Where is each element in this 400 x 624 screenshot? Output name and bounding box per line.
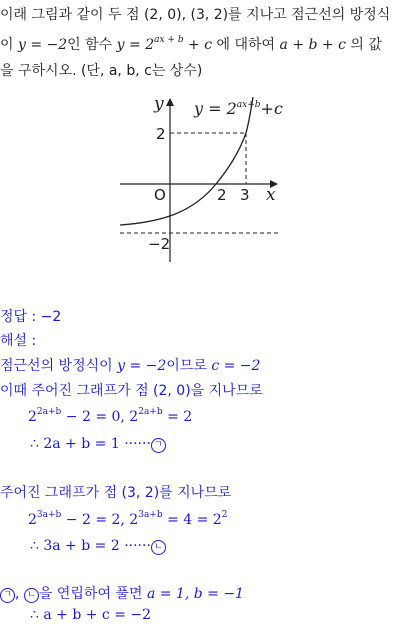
- y-axis-arrow: [166, 98, 174, 106]
- y-axis-label: y: [154, 94, 164, 114]
- origin-label: O: [154, 186, 166, 204]
- target-expression: a + b + c: [279, 37, 346, 53]
- circled-mark-1: ㄱ: [151, 438, 166, 453]
- step4-text: 을 연립하여 풀면: [38, 586, 147, 602]
- problem-text-2a: 이: [0, 37, 18, 53]
- problem-text-2f: 에 대하여: [212, 37, 280, 53]
- equation-4: [30, 537, 166, 555]
- eq3-exp-a: 3a+b: [36, 510, 62, 520]
- step3-text: 주어진 그래프가 점 (3, 2)를 지나므로: [0, 485, 232, 501]
- tick-label-x-2: 2: [217, 186, 227, 204]
- answer-text: 정답 : −2: [0, 309, 62, 325]
- x-axis-label: x: [266, 185, 276, 205]
- equation-2: [30, 435, 166, 453]
- step4-values: a = 1, b = −1: [146, 586, 244, 602]
- solution-step-4: [0, 585, 244, 603]
- problem-text-1: 이래 그림과 같이 두 점 (2, 0), (3, 2)를 지나고 점근선의 방정식: [0, 7, 391, 23]
- function-constant: + c: [183, 37, 213, 53]
- eq4-text: ∴ 3a + b = 2 ······: [30, 538, 151, 554]
- solution-heading-text: 해설 :: [0, 333, 37, 349]
- eq1-exp-a: 2a+b: [36, 407, 62, 417]
- equation-1: [28, 408, 192, 426]
- eq3-mid: − 2 = 2, 2: [61, 512, 139, 528]
- function-base: y = 2: [116, 37, 155, 53]
- problem-text-2c: 인 함수: [67, 37, 117, 53]
- eq3-exp-c: 2: [221, 510, 228, 520]
- eq1-base-a: 2: [28, 409, 37, 425]
- final-equation: [30, 606, 151, 624]
- eq3-exp-b: 3a+b: [138, 510, 163, 520]
- problem-text-2h: 의 값: [345, 37, 382, 53]
- solution-step-1: [0, 357, 260, 375]
- eq2-text: ∴ 2a + b = 1 ······: [30, 436, 151, 452]
- final-result: ∴ a + b + c = −2: [30, 607, 152, 623]
- circled-mark-1-ref: ㄱ: [0, 588, 15, 603]
- problem-line-1: [0, 6, 390, 24]
- step1-asymptote: y = −2: [117, 358, 167, 374]
- equation-3: [28, 511, 227, 529]
- problem-line-3: [0, 62, 202, 80]
- problem-text-3: 을 구하시오. (단, a, b, c는 상수): [0, 63, 203, 79]
- step2-text: 이때 주어진 그래프가 점 (2, 0)을 지나므로: [0, 383, 263, 399]
- eq1-end: = 2: [162, 409, 193, 425]
- exponential-graph: [108, 92, 288, 267]
- function-exponent: ax + b: [154, 35, 184, 45]
- answer-line: [0, 308, 61, 326]
- function-label: $y = 2^{ax+b}+c$: [194, 99, 283, 118]
- eq3-end: = 4 = 2: [162, 512, 222, 528]
- tick-label-x-3: 3: [240, 186, 250, 204]
- circled-mark-2: ㄴ: [151, 540, 166, 555]
- eq1-exp-b: 2a+b: [138, 407, 163, 417]
- tick-label-y-neg2: −2: [148, 235, 171, 253]
- asymptote-equation: y = −2: [17, 37, 68, 53]
- eq1-mid: − 2 = 0, 2: [61, 409, 139, 425]
- step1-text-a: 점근선의 방정식이: [0, 358, 118, 374]
- step1-c-value: c = −2: [211, 358, 261, 374]
- tick-label-y-2: 2: [156, 125, 166, 143]
- solution-heading: [0, 332, 36, 350]
- problem-line-2: [0, 36, 382, 54]
- step1-text-c: 이므로: [166, 358, 212, 374]
- eq3-base-a: 2: [28, 512, 37, 528]
- solution-step-2: [0, 382, 263, 400]
- circled-mark-2-ref: ㄴ: [24, 588, 39, 603]
- step4-comma: ,: [15, 586, 24, 602]
- solution-step-3: [0, 484, 231, 502]
